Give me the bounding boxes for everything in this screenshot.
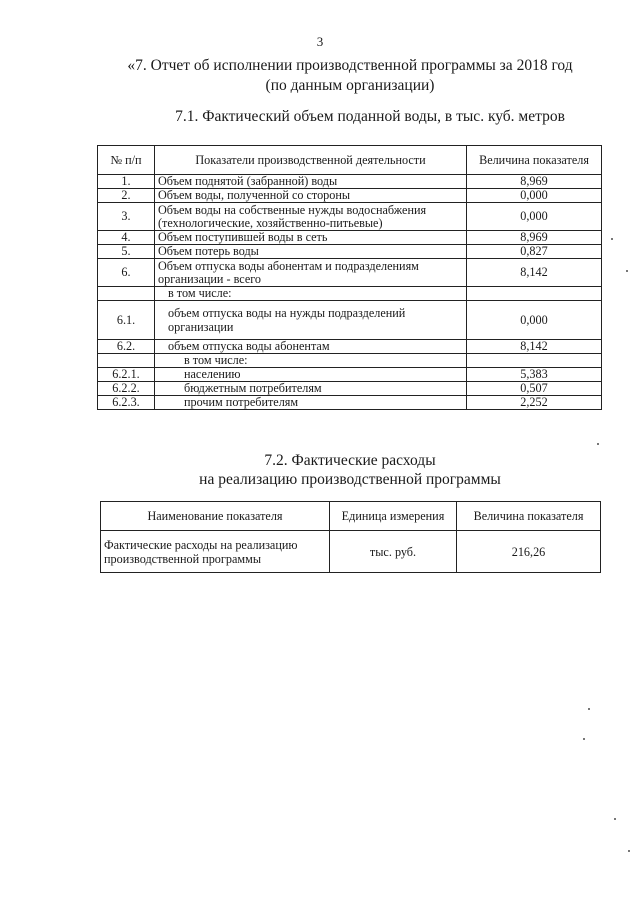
- table-row: [98, 175, 602, 189]
- row-name: Объем отпуска воды абонентам и подразделениям организации - всего: [155, 259, 467, 287]
- row-unit: тыс. руб.: [330, 531, 457, 573]
- row-name: Объем воды на собственные нужды водоснабжения (технологические, хозяйственно-питьевые): [155, 203, 467, 231]
- report-title: «7. Отчет об исполнении производственной программы за 2018 год: [127, 57, 573, 74]
- table-row: [98, 354, 602, 368]
- section-2-subtitle: на реализацию производственной программы: [199, 471, 501, 488]
- row-name: в том числе:: [155, 287, 467, 301]
- report-subtitle: (по данным организации): [265, 77, 435, 94]
- row-name: Объем поднятой (забранной) воды: [155, 175, 467, 189]
- header-value: Величина показателя: [467, 146, 602, 175]
- row-name: объем отпуска воды абонентам: [155, 340, 467, 354]
- row-value: 0,000: [467, 301, 602, 340]
- table-row: [98, 301, 602, 340]
- table-row: [98, 245, 602, 259]
- row-value: 0,000: [467, 203, 602, 231]
- table-row: [98, 189, 602, 203]
- scan-speck: [626, 270, 628, 272]
- row-value: 8,142: [467, 259, 602, 287]
- table-row: [98, 382, 602, 396]
- row-name: бюджетным потребителям: [155, 382, 467, 396]
- row-number: [98, 287, 155, 301]
- scan-speck: [588, 708, 590, 710]
- table-header-row: [101, 502, 601, 531]
- row-value: 0,507: [467, 382, 602, 396]
- section-2-title: 7.2. Фактические расходы: [264, 452, 436, 469]
- row-number: 4.: [98, 231, 155, 245]
- scan-speck: [583, 738, 585, 740]
- row-number: 2.: [98, 189, 155, 203]
- scan-speck: [628, 850, 630, 852]
- table-row: [98, 396, 602, 410]
- scan-speck: [614, 818, 616, 820]
- row-name: населению: [155, 368, 467, 382]
- header-value: Величина показателя: [457, 502, 601, 531]
- header-indicator-name: Наименование показателя: [101, 502, 330, 531]
- row-number: 6.2.: [98, 340, 155, 354]
- expenses-table: [100, 501, 601, 573]
- table-row: [98, 231, 602, 245]
- row-number: 6.: [98, 259, 155, 287]
- header-number: № п/п: [98, 146, 155, 175]
- row-value: 8,969: [467, 175, 602, 189]
- row-value: 5,383: [467, 368, 602, 382]
- row-value: 0,000: [467, 189, 602, 203]
- table-row: [101, 531, 601, 573]
- table-header-row: [98, 146, 602, 175]
- row-name: прочим потребителям: [155, 396, 467, 410]
- row-number: 6.2.2.: [98, 382, 155, 396]
- row-name: Объем потерь воды: [155, 245, 467, 259]
- section-1-title: 7.1. Фактический объем поданной воды, в тыс. куб. метров: [175, 108, 565, 125]
- row-value: 2,252: [467, 396, 602, 410]
- row-name: Фактические расходы на реализацию производственной программы: [101, 531, 330, 573]
- scan-speck: [597, 443, 599, 445]
- row-number: 3.: [98, 203, 155, 231]
- row-number: 1.: [98, 175, 155, 189]
- row-name: Объем воды, полученной со стороны: [155, 189, 467, 203]
- row-value: 8,969: [467, 231, 602, 245]
- row-value: 0,827: [467, 245, 602, 259]
- row-value: 216,26: [457, 531, 601, 573]
- row-name: объем отпуска воды на нужды подразделений организации: [155, 301, 467, 340]
- header-indicator: Показатели производственной деятельности: [155, 146, 467, 175]
- table-row: [98, 368, 602, 382]
- table-row: [98, 287, 602, 301]
- table-row: [98, 259, 602, 287]
- row-value: [467, 287, 602, 301]
- page-number: 3: [316, 34, 324, 49]
- row-name: в том числе:: [155, 354, 467, 368]
- row-number: 6.2.1.: [98, 368, 155, 382]
- row-number: 5.: [98, 245, 155, 259]
- row-number: 6.1.: [98, 301, 155, 340]
- scan-speck: [611, 238, 613, 240]
- row-number: [98, 354, 155, 368]
- row-value: 8,142: [467, 340, 602, 354]
- table-row: [98, 203, 602, 231]
- table-row: [98, 340, 602, 354]
- water-volume-table: [97, 145, 602, 410]
- row-name: Объем поступившей воды в сеть: [155, 231, 467, 245]
- header-unit: Единица измерения: [330, 502, 457, 531]
- row-value: [467, 354, 602, 368]
- row-number: 6.2.3.: [98, 396, 155, 410]
